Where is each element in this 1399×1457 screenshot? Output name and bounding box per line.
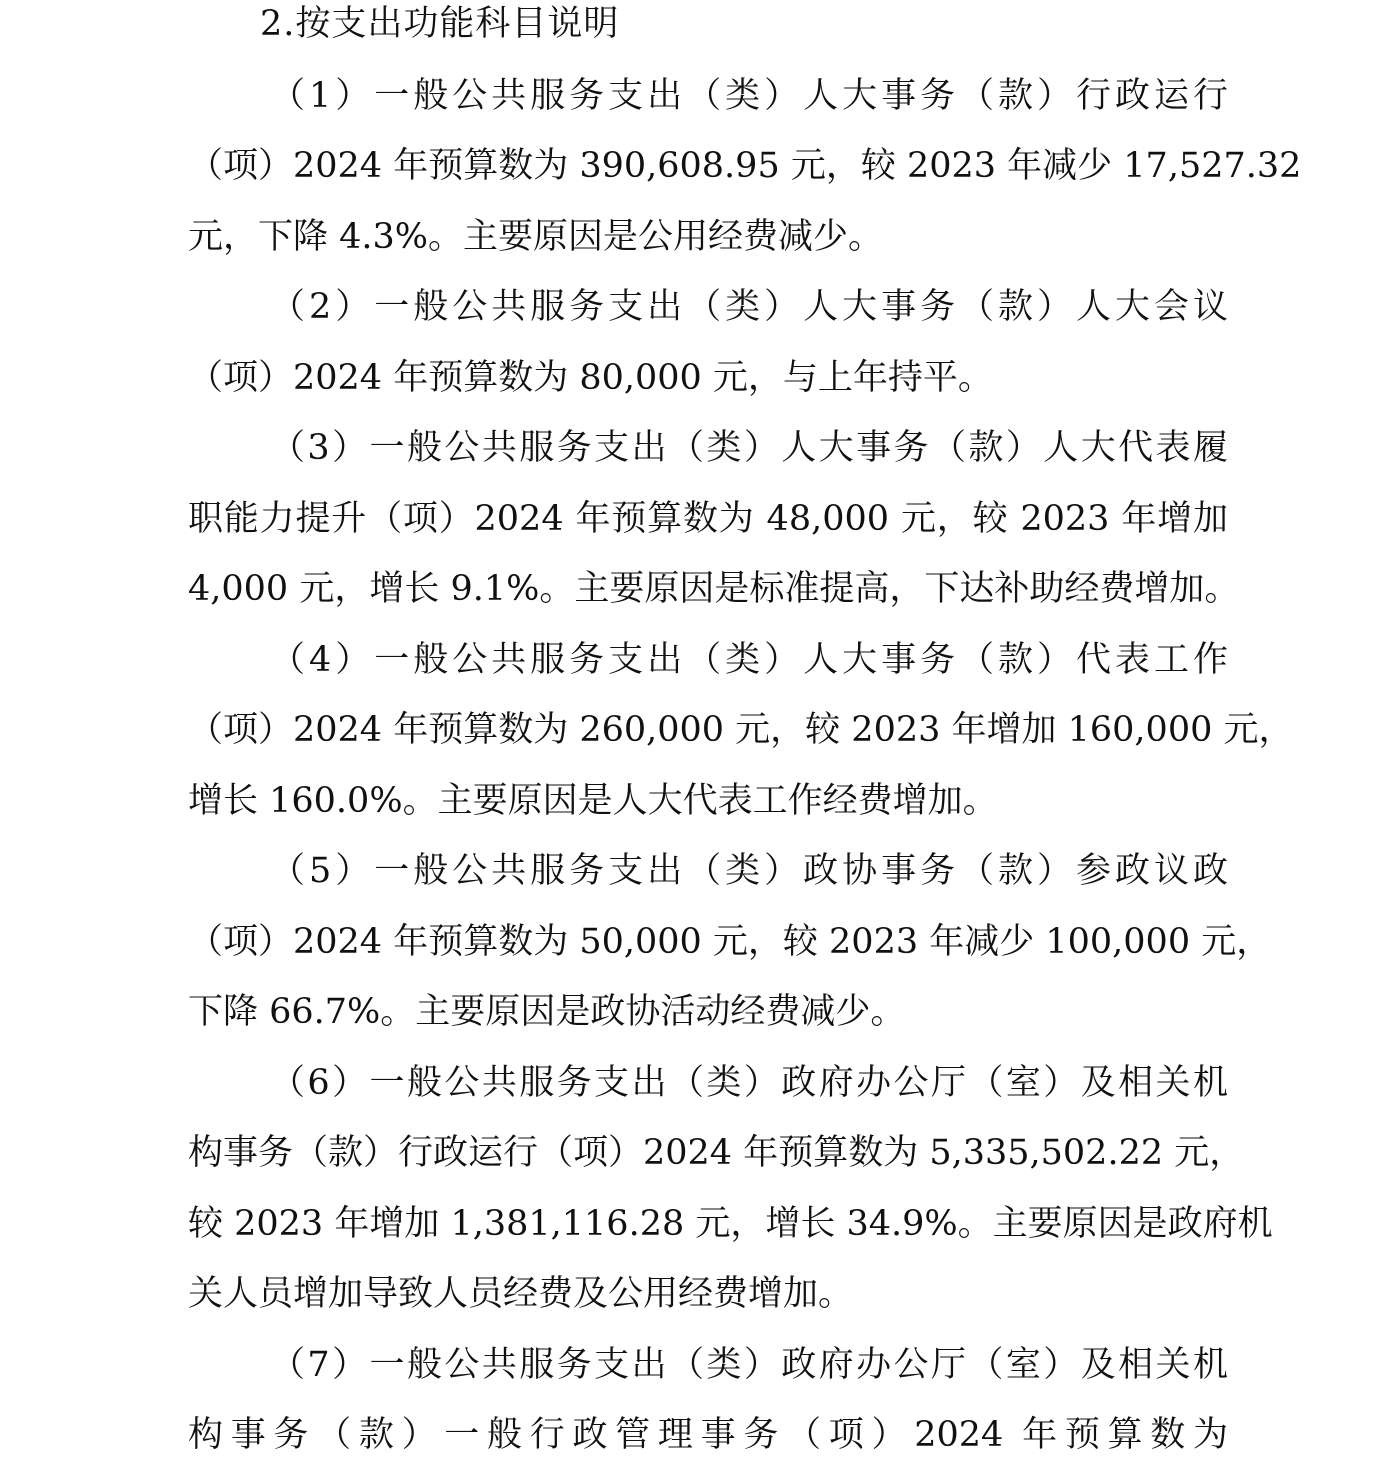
text-line: 较 2023 年增加 1,381,116.28 元，增长 34.9%。主要原因是政府机: [188, 1204, 1273, 1244]
text-line: 增长 160.0%。主要原因是人大代表工作经费增加。: [188, 781, 998, 821]
text-line: 4,000 元，增长 9.1%。主要原因是标准提高，下达补助经费增加。: [188, 569, 1240, 609]
text-line: 构事务（款）行政运行（项）2024 年预算数为 5,335,502.22 元，: [188, 1133, 1245, 1173]
text-line: 下降 66.7%。主要原因是政协活动经费减少。: [188, 992, 906, 1032]
text-line: （7）一般公共服务支出（类）政府办公厅（室）及相关机: [270, 1345, 1228, 1385]
text-line: （2）一般公共服务支出（类）人大事务（款）人大会议: [270, 287, 1228, 327]
text-line: 元，下降 4.3%。主要原因是公用经费减少。: [188, 217, 884, 257]
section-heading: 2.按支出功能科目说明: [260, 4, 620, 44]
text-line: 职能力提升（项）2024 年预算数为 48,000 元，较 2023 年增加: [188, 499, 1228, 539]
text-line: （4）一般公共服务支出（类）人大事务（款）代表工作: [270, 640, 1228, 680]
text-line: （项）2024 年预算数为 260,000 元，较 2023 年增加 160,000 元，: [188, 710, 1294, 750]
text-line: （项）2024 年预算数为 50,000 元，较 2023 年减少 100,000 元，: [188, 922, 1272, 962]
text-line: （1）一般公共服务支出（类）人大事务（款）行政运行: [270, 76, 1228, 116]
text-line: （5）一般公共服务支出（类）政协事务（款）参政议政: [270, 851, 1228, 891]
text-line: 关人员增加导致人员经费及公用经费增加。: [188, 1274, 854, 1314]
text-line: （3）一般公共服务支出（类）人大事务（款）人大代表履: [270, 428, 1228, 468]
text-line: （项）2024 年预算数为 80,000 元，与上年持平。: [188, 358, 993, 398]
text-line: 构事务（款）一般行政管理事务（项）2024 年预算数为: [188, 1415, 1228, 1455]
text-line: （项）2024 年预算数为 390,608.95 元，较 2023 年减少 17,527.32: [188, 146, 1302, 186]
text-line: （6）一般公共服务支出（类）政府办公厅（室）及相关机: [270, 1063, 1228, 1103]
